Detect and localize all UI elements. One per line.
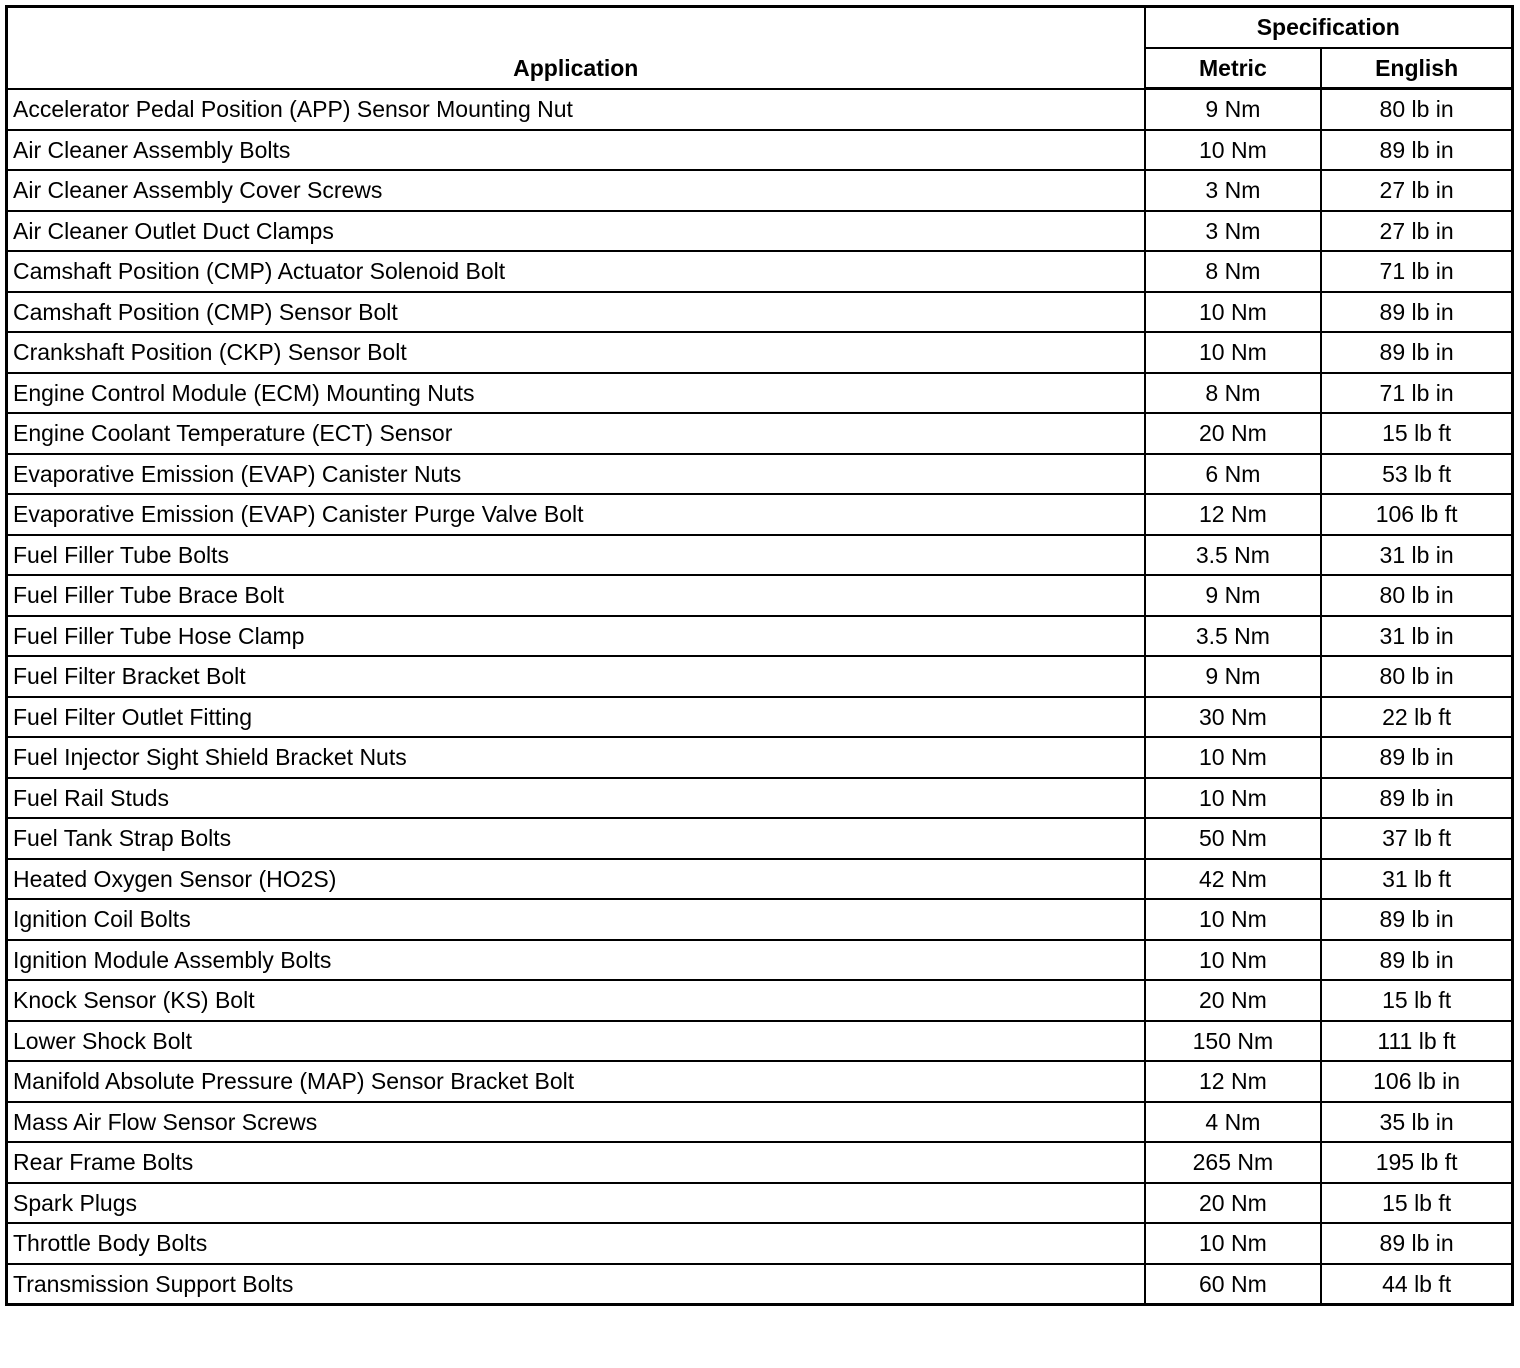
table-row	[8, 251, 1511, 292]
cell-english: 89 lb in	[1321, 940, 1511, 981]
cell-application: Throttle Body Bolts	[8, 1223, 1145, 1264]
cell-english: 53 lb ft	[1321, 454, 1511, 495]
cell-metric: 3 Nm	[1145, 211, 1322, 252]
table-row	[8, 211, 1511, 252]
cell-metric: 6 Nm	[1145, 454, 1322, 495]
cell-metric: 9 Nm	[1145, 656, 1322, 697]
cell-english: 106 lb ft	[1321, 494, 1511, 535]
cell-english: 89 lb in	[1321, 778, 1511, 819]
table-row	[8, 940, 1511, 981]
cell-metric: 3 Nm	[1145, 170, 1322, 211]
cell-application: Fuel Filler Tube Bolts	[8, 535, 1145, 576]
cell-english: 89 lb in	[1321, 292, 1511, 333]
table-row	[8, 454, 1511, 495]
cell-application: Transmission Support Bolts	[8, 1264, 1145, 1304]
cell-english: 27 lb in	[1321, 211, 1511, 252]
cell-english: 106 lb in	[1321, 1061, 1511, 1102]
table-row	[8, 616, 1511, 657]
cell-english: 44 lb ft	[1321, 1264, 1511, 1304]
cell-english: 89 lb in	[1321, 899, 1511, 940]
cell-application: Fuel Filler Tube Brace Bolt	[8, 575, 1145, 616]
cell-english: 15 lb ft	[1321, 1183, 1511, 1224]
cell-metric: 10 Nm	[1145, 940, 1322, 981]
cell-application: Crankshaft Position (CKP) Sensor Bolt	[8, 332, 1145, 373]
cell-metric: 8 Nm	[1145, 251, 1322, 292]
cell-english: 89 lb in	[1321, 332, 1511, 373]
cell-english: 31 lb ft	[1321, 859, 1511, 900]
cell-application: Fuel Tank Strap Bolts	[8, 818, 1145, 859]
cell-application: Mass Air Flow Sensor Screws	[8, 1102, 1145, 1143]
cell-english: 27 lb in	[1321, 170, 1511, 211]
cell-metric: 12 Nm	[1145, 1061, 1322, 1102]
cell-metric: 10 Nm	[1145, 292, 1322, 333]
table-row	[8, 494, 1511, 535]
cell-application: Fuel Filler Tube Hose Clamp	[8, 616, 1145, 657]
cell-english: 80 lb in	[1321, 575, 1511, 616]
cell-metric: 9 Nm	[1145, 89, 1322, 130]
cell-english: 89 lb in	[1321, 737, 1511, 778]
cell-english: 195 lb ft	[1321, 1142, 1511, 1183]
spec-table-border	[5, 5, 1514, 1306]
fastener-spec-table	[8, 8, 1511, 1303]
cell-metric: 3.5 Nm	[1145, 535, 1322, 576]
cell-english: 89 lb in	[1321, 1223, 1511, 1264]
table-row	[8, 1061, 1511, 1102]
cell-application: Air Cleaner Assembly Bolts	[8, 130, 1145, 171]
table-row	[8, 170, 1511, 211]
cell-metric: 8 Nm	[1145, 373, 1322, 414]
cell-application: Knock Sensor (KS) Bolt	[8, 980, 1145, 1021]
cell-metric: 4 Nm	[1145, 1102, 1322, 1143]
cell-application: Fuel Filter Outlet Fitting	[8, 697, 1145, 738]
table-row	[8, 656, 1511, 697]
cell-application: Heated Oxygen Sensor (HO2S)	[8, 859, 1145, 900]
cell-application: Evaporative Emission (EVAP) Canister Purge Valve Bolt	[8, 494, 1145, 535]
cell-application: Air Cleaner Outlet Duct Clamps	[8, 211, 1145, 252]
header-application: Application	[8, 8, 1145, 89]
header-metric: Metric	[1145, 48, 1322, 89]
table-row	[8, 818, 1511, 859]
table-row	[8, 130, 1511, 171]
cell-application: Spark Plugs	[8, 1183, 1145, 1224]
table-row	[8, 980, 1511, 1021]
cell-english: 37 lb ft	[1321, 818, 1511, 859]
table-row	[8, 899, 1511, 940]
cell-application: Evaporative Emission (EVAP) Canister Nuts	[8, 454, 1145, 495]
cell-english: 15 lb ft	[1321, 413, 1511, 454]
table-row	[8, 1183, 1511, 1224]
table-row	[8, 1223, 1511, 1264]
cell-application: Engine Coolant Temperature (ECT) Sensor	[8, 413, 1145, 454]
cell-application: Accelerator Pedal Position (APP) Sensor Mounting Nut	[8, 89, 1145, 130]
cell-metric: 20 Nm	[1145, 1183, 1322, 1224]
cell-metric: 9 Nm	[1145, 575, 1322, 616]
cell-application: Air Cleaner Assembly Cover Screws	[8, 170, 1145, 211]
cell-application: Camshaft Position (CMP) Sensor Bolt	[8, 292, 1145, 333]
header-row-top	[8, 8, 1511, 48]
table-row	[8, 332, 1511, 373]
table-row	[8, 1264, 1511, 1304]
cell-metric: 42 Nm	[1145, 859, 1322, 900]
cell-application: Lower Shock Bolt	[8, 1021, 1145, 1062]
cell-english: 71 lb in	[1321, 373, 1511, 414]
table-row	[8, 697, 1511, 738]
cell-application: Camshaft Position (CMP) Actuator Solenoid Bolt	[8, 251, 1145, 292]
cell-metric: 30 Nm	[1145, 697, 1322, 738]
cell-english: 89 lb in	[1321, 130, 1511, 171]
cell-english: 15 lb ft	[1321, 980, 1511, 1021]
table-row	[8, 575, 1511, 616]
header-english: English	[1321, 48, 1511, 89]
table-row	[8, 737, 1511, 778]
cell-metric: 50 Nm	[1145, 818, 1322, 859]
table-row	[8, 1102, 1511, 1143]
table-row	[8, 413, 1511, 454]
cell-metric: 60 Nm	[1145, 1264, 1322, 1304]
cell-metric: 12 Nm	[1145, 494, 1322, 535]
cell-english: 31 lb in	[1321, 535, 1511, 576]
table-body	[8, 89, 1511, 1304]
cell-metric: 10 Nm	[1145, 778, 1322, 819]
cell-application: Engine Control Module (ECM) Mounting Nuts	[8, 373, 1145, 414]
cell-metric: 10 Nm	[1145, 1223, 1322, 1264]
cell-english: 111 lb ft	[1321, 1021, 1511, 1062]
cell-english: 80 lb in	[1321, 656, 1511, 697]
cell-english: 35 lb in	[1321, 1102, 1511, 1143]
cell-metric: 20 Nm	[1145, 980, 1322, 1021]
cell-english: 31 lb in	[1321, 616, 1511, 657]
table-row	[8, 89, 1511, 130]
cell-metric: 10 Nm	[1145, 899, 1322, 940]
spec-table-wrapper	[5, 5, 1514, 1311]
cell-metric: 150 Nm	[1145, 1021, 1322, 1062]
cell-metric: 10 Nm	[1145, 332, 1322, 373]
table-row	[8, 535, 1511, 576]
table-row	[8, 778, 1511, 819]
cell-application: Fuel Injector Sight Shield Bracket Nuts	[8, 737, 1145, 778]
cell-english: 22 lb ft	[1321, 697, 1511, 738]
cell-application: Fuel Rail Studs	[8, 778, 1145, 819]
cell-application: Ignition Coil Bolts	[8, 899, 1145, 940]
cell-metric: 3.5 Nm	[1145, 616, 1322, 657]
header-specification: Specification	[1145, 8, 1511, 48]
cell-english: 80 lb in	[1321, 89, 1511, 130]
cell-metric: 10 Nm	[1145, 737, 1322, 778]
cell-metric: 20 Nm	[1145, 413, 1322, 454]
table-row	[8, 292, 1511, 333]
table-row	[8, 1021, 1511, 1062]
cell-application: Fuel Filter Bracket Bolt	[8, 656, 1145, 697]
table-header	[8, 8, 1511, 89]
cell-metric: 10 Nm	[1145, 130, 1322, 171]
cell-application: Manifold Absolute Pressure (MAP) Sensor Bracket Bolt	[8, 1061, 1145, 1102]
table-row	[8, 1142, 1511, 1183]
cell-metric: 265 Nm	[1145, 1142, 1322, 1183]
cell-application: Rear Frame Bolts	[8, 1142, 1145, 1183]
table-row	[8, 859, 1511, 900]
cell-english: 71 lb in	[1321, 251, 1511, 292]
cell-application: Ignition Module Assembly Bolts	[8, 940, 1145, 981]
table-row	[8, 373, 1511, 414]
